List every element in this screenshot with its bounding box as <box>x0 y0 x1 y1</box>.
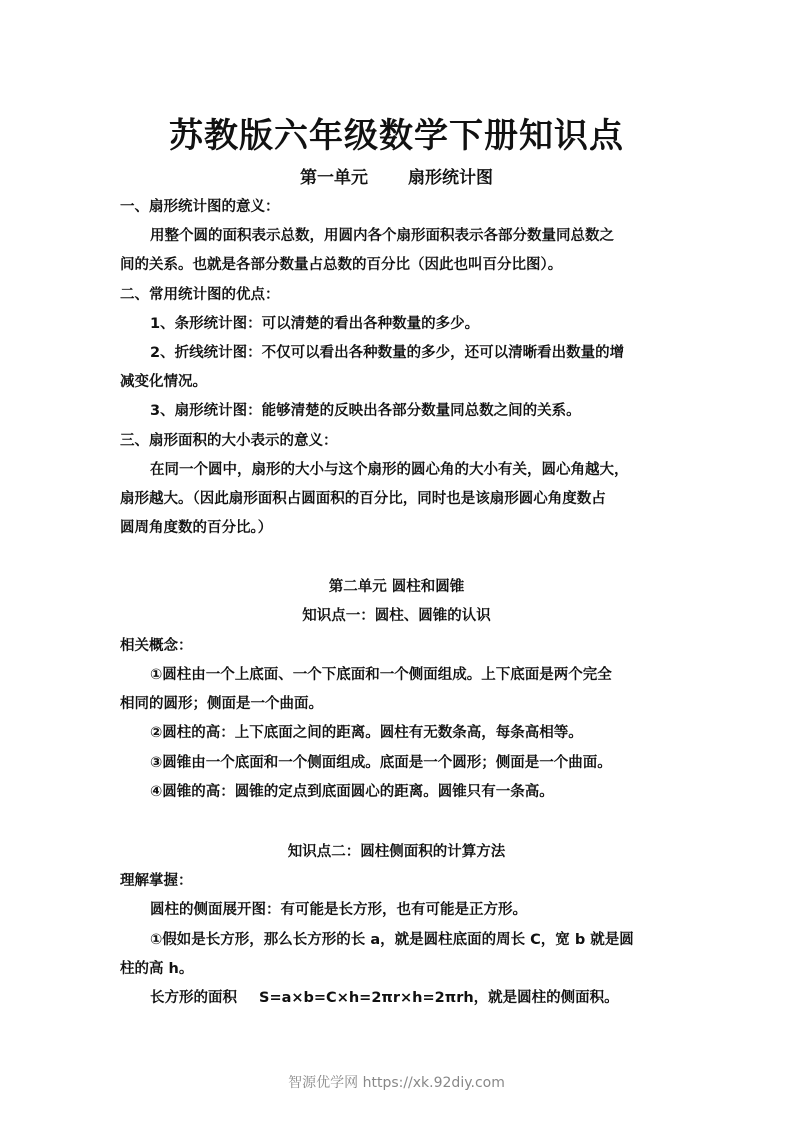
unit1-name: 扇形统计图 <box>408 168 493 188</box>
list-item-2-line-1: 2、折线统计图：不仅可以看出各种数量的多少，还可以清晰看出数量的增 <box>150 345 625 361</box>
section-heading-1: 一、扇形统计图的意义： <box>120 199 280 215</box>
paragraph-3-line-1: 在同一个圆中，扇形的大小与这个扇形的圆心角的大小有关，圆心角越大， <box>150 462 629 478</box>
footer-watermark: 智源优学网 https://xk.92diy.com <box>288 1075 505 1091</box>
list-item-1: 1、条形统计图：可以清楚的看出各种数量的多少。 <box>150 316 480 332</box>
knowledge-point-2-heading: 知识点二：圆柱侧面积的计算方法 <box>287 844 506 860</box>
paragraph-1-line-1: 用整个圆的面积表示总数，用圆内各个扇形面积表示各部分数量同总数之 <box>150 228 614 244</box>
understand-1: 圆柱的侧面展开图：有可能是长方形，也有可能是正方形。 <box>150 902 527 918</box>
understand-2-line-1: ①假如是长方形，那么长方形的长 a，就是圆柱底面的周长 C，宽 b 就是圆 <box>150 932 634 948</box>
paragraph-1-line-2: 间的关系。也就是各部分数量占总数的百分比（因此也叫百分比图）。 <box>120 257 563 273</box>
understand-label: 理解掌握： <box>120 873 193 889</box>
unit1-heading <box>0 163 793 188</box>
concept-2: ②圆柱的高：上下底面之间的距离。圆柱有无数条高，每条高相等。 <box>150 725 583 741</box>
knowledge-point-1-heading: 知识点一：圆柱、圆锥的认识 <box>302 608 491 624</box>
concept-3: ③圆锥由一个底面和一个侧面组成。底面是一个圆形；侧面是一个曲面。 <box>150 755 612 771</box>
concept-1-line-1: ①圆柱由一个上底面、一个下底面和一个侧面组成。上下底面是两个完全 <box>150 667 612 683</box>
list-item-3: 3、扇形统计图：能够清楚的反映出各部分数量同总数之间的关系。 <box>150 403 581 419</box>
list-item-2-line-2: 减变化情况。 <box>120 374 207 390</box>
paragraph-3-line-3: 圆周角度数的百分比。） <box>120 520 273 536</box>
unit2-heading: 第二单元 圆柱和圆锥 <box>328 579 465 595</box>
section-heading-3: 三、扇形面积的大小表示的意义： <box>120 433 338 449</box>
unit1-label: 第一单元 <box>300 168 368 188</box>
formula-line <box>150 988 680 1008</box>
understand-2-line-2: 柱的高 h。 <box>120 961 194 977</box>
document-title: 苏教版六年级数学下册知识点 <box>169 116 624 156</box>
concepts-label: 相关概念： <box>120 638 193 654</box>
section-heading-2: 二、常用统计图的优点： <box>120 287 280 303</box>
concept-1-line-2: 相同的圆形；侧面是一个曲面。 <box>120 696 323 712</box>
concept-4: ④圆锥的高：圆锥的定点到底面圆心的距离。圆锥只有一条高。 <box>150 784 554 800</box>
formula-label: 长方形的面积 <box>150 990 237 1006</box>
paragraph-3-line-2: 扇形越大。（因此扇形面积占圆面积的百分比，同时也是该扇形圆心角度数占 <box>120 491 606 507</box>
formula-text: S=a×b=C×h=2πr×h=2πrh，就是圆柱的侧面积。 <box>259 990 619 1006</box>
